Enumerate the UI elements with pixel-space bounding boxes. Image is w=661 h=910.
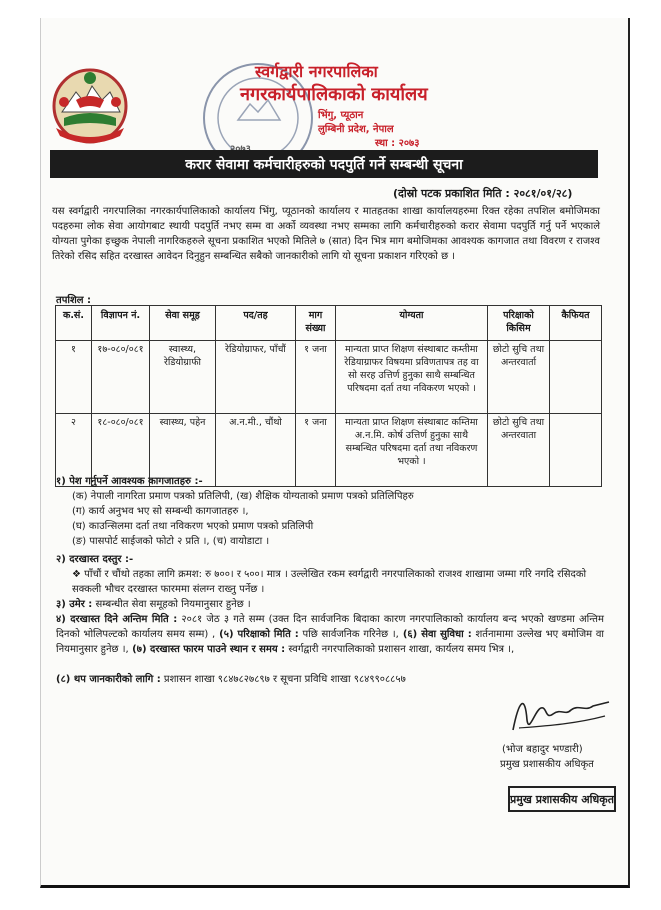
col-header-post: पद/तह (216, 306, 296, 341)
row-qualification: मान्यता प्राप्त शिक्षण संस्थाबाट कम्तीमा रेडियाग्राफर विषयमा प्रविणतापत्र तह वा सो सरह उत्तिर्ण हुनुका साथै सम्बन्धित परिषदमा दर्ता तथा नविकरण भएको । (336, 341, 488, 414)
age-text: सम्बन्धीत सेवा समूहको नियमानुसार हुनेछ । (92, 599, 251, 610)
form-place-text: स्वर्गद्वारी नगरपालिकाको प्रशासन शाखा, कार्यलय समय भित्र ।, (285, 644, 515, 655)
col-header-exam: परिक्षाको किसिम (488, 306, 550, 341)
document-item: (घ) काउन्सिलमा दर्ता तथा नविकरण भएको प्रमाण पत्रको प्रतिलिपी (72, 521, 314, 532)
deadline-text: २०८१ जेठ ३ गते सम्म (उक्त दिन सार्वजनिक बिदाका कारण नगरपालिकाको कार्यालय बन्द भएको खण्डमा अन्तिम दिनको भोलिपल्टको कार्यालय समय सम्म) , (56, 614, 604, 640)
col-header-service: सेवा समूह (150, 306, 216, 341)
col-header-demand: माग संख्या (296, 306, 336, 341)
row-qualification: मान्यता प्राप्त शिक्षण संस्थाबाट कम्तिमा अ.न.मि. कोर्ष उत्तिर्ण हुनुका साथै सम्बन्धित परिषदमा दर्ता तथा नविकरण भएको । (336, 414, 488, 487)
col-header-ad-no: विज्ञापन नं. (92, 306, 150, 341)
signer-name: (भोज बहादुर भण्डारी) (502, 744, 583, 755)
facility-text: शर्तनामामा उल्लेख भए बमोजिम वा नियमानुसार हुनेछ ।, (56, 629, 605, 655)
row-remarks (550, 341, 602, 414)
application-fee-text: ❖ पाँचौं र चौंथो तहका लागि क्रमश: रु ७००। र ५००। मात्र । उल्लेखित रकम स्वर्गद्वारी नगरपालिकाको राजश्व शाखामा जम्मा गरि नगदि रसिदको सक्कली भौचर दरखास्त फारममा संलग्न राख्नु पर्नेछ । (72, 569, 587, 595)
publish-date: (दोस्रो पटक प्रकाशित मिति : २०८१/०१/२८) (393, 187, 573, 200)
contact-label: (८) थप जानकारीको लागि : (56, 674, 161, 685)
required-documents-title: १) पेश गर्नुपर्ने आवश्यक कागजातहरु :- (56, 476, 203, 487)
exam-date-text: पछि सार्वजनिक गरिनेछ ।, (298, 629, 399, 640)
deadline-section (56, 612, 604, 657)
required-documents-section (56, 474, 604, 549)
col-header-remarks: कैफियत (550, 306, 602, 341)
row-ad-no: १७-०८०/०८१ (92, 341, 150, 414)
row-exam: छोटो सुचि तथा अन्तरवाता (488, 414, 550, 487)
table-header-row (56, 306, 602, 341)
row-ad-no: १८-०८०/०८१ (92, 414, 150, 487)
application-fee-title: २) दरखास्त दस्तुर :- (56, 554, 134, 565)
deadline-label: ४) दरखास्त दिने अन्तिम मिति : (56, 614, 178, 625)
document-item: (क) नेपाली नागरिता प्रमाण पत्रको प्रतिलिपी, (ख) शैक्षिक योग्यताको प्रमाण पत्रको प्रतिलिपिहरु (72, 491, 414, 502)
contact-text: प्रशासन शाखा ९८४७८२७८९७ र सूचना प्रविधि शाखा ९८४९९०८८५७ (160, 674, 406, 685)
notice-title: करार सेवामा कर्मचारीहरुको पदपुर्ति गर्ने सम्बन्धी सूचना (185, 156, 463, 173)
row-service: स्वास्थ्य, पहेन (150, 414, 216, 487)
contact-section (56, 672, 604, 687)
col-header-qualification: योग्यता (336, 306, 488, 341)
application-fee-section (56, 552, 604, 597)
document-item: (ग) कार्य अनुभव भए सो सम्बन्धी कागजातहरु ।, (72, 506, 249, 517)
row-post: रेडियोग्राफर, पाँचौं (216, 341, 296, 414)
row-demand: १ जना (296, 341, 336, 414)
table-row (56, 341, 602, 414)
office-name: नगरकार्यपालिकाको कार्यालय (240, 84, 428, 105)
row-service: स्वास्थ्य, रेडियोग्राफी (150, 341, 216, 414)
table-label: तपशिल : (56, 295, 92, 306)
row-post: अ.न.मी., चौंथो (216, 414, 296, 487)
address-line-2: लुम्बिनी प्रदेश, नेपाल (318, 124, 394, 135)
address-line-1: भिंगु, प्यूठान (318, 110, 364, 121)
designation-stamp-text: प्रमुख प्रशासकीय अधिकृत (510, 792, 614, 806)
col-header-sn: क.सं. (56, 306, 92, 341)
notice-title-banner (50, 150, 598, 178)
form-place-label: (७) दरखास्त फारम पाउने स्थान र समय : (128, 644, 286, 655)
row-exam: छोटो सुचि तथा अन्तरवार्ता (488, 341, 550, 414)
age-section (56, 597, 604, 612)
row-demand: १ जना (296, 414, 336, 487)
municipality-name: स्वर्गद्वारी नगरपालिका (255, 62, 378, 81)
established-year: स्था : २०७३ (375, 138, 420, 149)
signer-title: प्रमुख प्रशासकीय अधिकृत (500, 759, 594, 770)
age-label: ३) उमेर : (56, 599, 93, 610)
vacancy-table (55, 305, 602, 487)
exam-date-label: (५) परिक्षाको मिति : (215, 629, 299, 640)
handwritten-signature (505, 690, 615, 738)
row-sn: १ (56, 341, 92, 414)
row-sn: २ (56, 414, 92, 487)
designation-stamp (508, 786, 616, 812)
nepal-emblem-icon (50, 62, 130, 146)
document-item: (ङ) पासपोर्ट साईजको फोटो २ प्रति ।, (च) वायोडाटा । (72, 536, 270, 547)
intro-paragraph: यस स्वर्गद्वारी नगरपालिका नगरकार्यपालिकाको कार्यालय भिंगु, प्यूठानको कार्यालय र मातहतका शाखा कार्यालयहरुमा रिक्त रहेका तपशिल बमोजिमका पदहरुमा लोक सेवा आयोगबाट स्थायी पदपुर्ति नभए सम्म वा अर्को व्यवस्था नभए सम्मका लागि कर्मचारीहरुको करार सेवामा पदपुर्ति गर्नु पर्ने भएकाले योग्यता पुगेका इच्छुक नेपाली नागरिकहरुले सूचना प्रकाशित भएको मितिले ७ (सात) दिन भित्र माग बमोजिमका आवश्यक कागजात तथा विवरण र राजश्व तिरेको रसिद सहित दरखास्त आवेदन दिनुहुन सम्बन्धित सबैको जानकारीको लागि यो सूचना प्रकाशन गरिएको छ । (52, 206, 600, 262)
facility-label: (६) सेवा सुविधा : (398, 629, 472, 640)
